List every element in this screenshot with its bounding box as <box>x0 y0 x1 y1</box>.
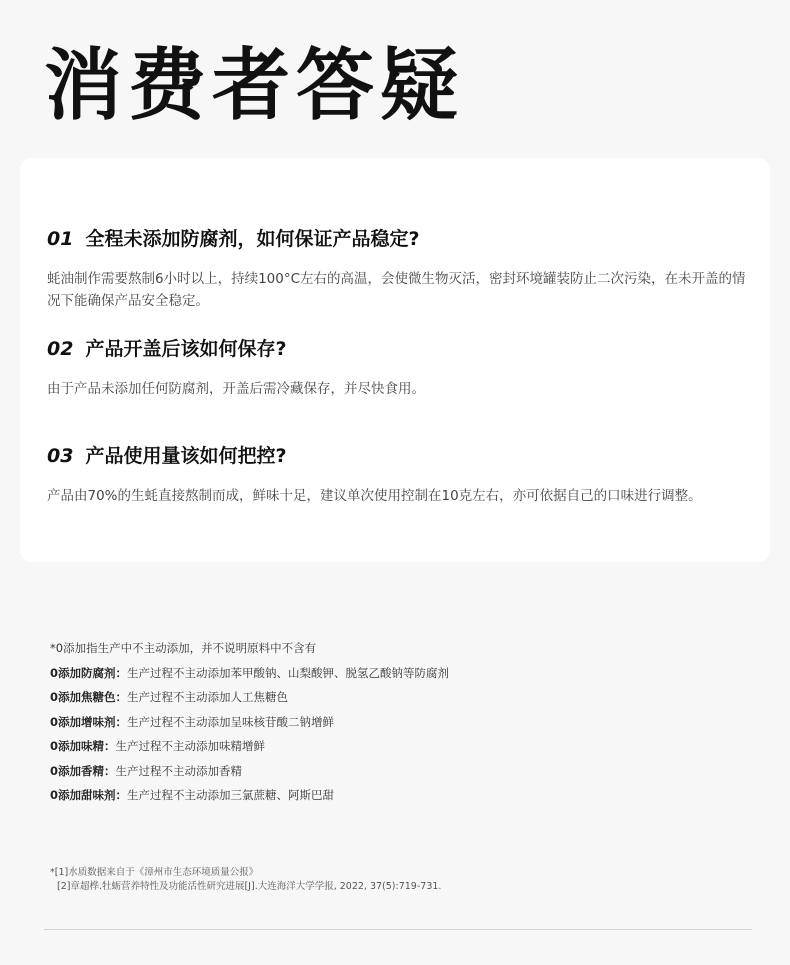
note-item <box>50 763 750 788</box>
note-label: 0添加味精： <box>50 739 116 753</box>
note-label: 0添加香精： <box>50 763 116 778</box>
qa-card <box>20 158 770 562</box>
qa-answer: 产品由70%的生蚝直接熬制而成，鲜味十足，建议单次使用控制在10克左右，亦可依据自己的口味进行调整。 <box>47 488 702 504</box>
footer-divider <box>44 929 752 930</box>
references <box>50 866 750 894</box>
page-title: 消费者答疑 <box>44 41 465 131</box>
note-item <box>50 787 750 812</box>
qa-question-text: 产品使用量该如何把控? <box>85 445 287 467</box>
note-item <box>50 689 750 714</box>
qa-question-text: 全程未添加防腐剂，如何保证产品稳定? <box>85 228 420 250</box>
note-text: 生产过程不主动添加人工焦糖色 <box>127 690 289 704</box>
note-text: 生产过程不主动添加香精 <box>115 763 243 778</box>
qa-answer: 由于产品未添加任何防腐剂，开盖后需冷藏保存，并尽快食用。 <box>47 381 425 397</box>
note-label: 0添加防腐剂： <box>50 665 128 680</box>
note-label: 0添加增味剂： <box>50 714 128 729</box>
qa-question <box>47 441 747 468</box>
qa-number: 03 <box>47 445 74 467</box>
note-item <box>50 738 750 763</box>
reference-line: *[1]水质数据来自于《漳州市生态环境质量公报》 <box>50 867 259 878</box>
qa-item <box>47 441 747 507</box>
qa-number: 02 <box>47 338 74 360</box>
note-text: 生产过程不主动添加苯甲酸钠、山梨酸钾、脱氢乙酸钠等防腐剂 <box>127 665 450 680</box>
note-item <box>50 665 750 690</box>
qa-item <box>47 334 747 400</box>
note-label: 0添加甜味剂： <box>50 788 128 802</box>
additive-notes <box>50 640 750 812</box>
reference-line: [2]章超桦.牡蛎营养特性及功能活性研究进展[J].大连海洋大学学报, 2022, 37(5):719-731. <box>57 881 442 892</box>
note-text: 生产过程不主动添加味精增鲜 <box>115 739 266 753</box>
qa-item <box>47 224 747 312</box>
qa-question <box>47 334 747 361</box>
note-text: 生产过程不主动添加呈味核苷酸二钠增鲜 <box>127 714 335 729</box>
qa-answer: 蚝油制作需要熬制6小时以上，持续100°C左右的高温，会使微生物灭活，密封环境罐装防止二次污染，在未开盖的情况下能确保产品安全稳定。 <box>47 271 746 309</box>
qa-number: 01 <box>47 228 74 250</box>
note-text: 生产过程不主动添加三氯蔗糖、阿斯巴甜 <box>127 788 335 802</box>
note-item <box>50 714 750 739</box>
note-label: 0添加焦糖色： <box>50 690 128 704</box>
notes-intro: *0添加指生产中不主动添加，并不说明原料中不含有 <box>50 641 317 655</box>
qa-question <box>47 224 747 251</box>
qa-question-text: 产品开盖后该如何保存? <box>85 338 287 360</box>
